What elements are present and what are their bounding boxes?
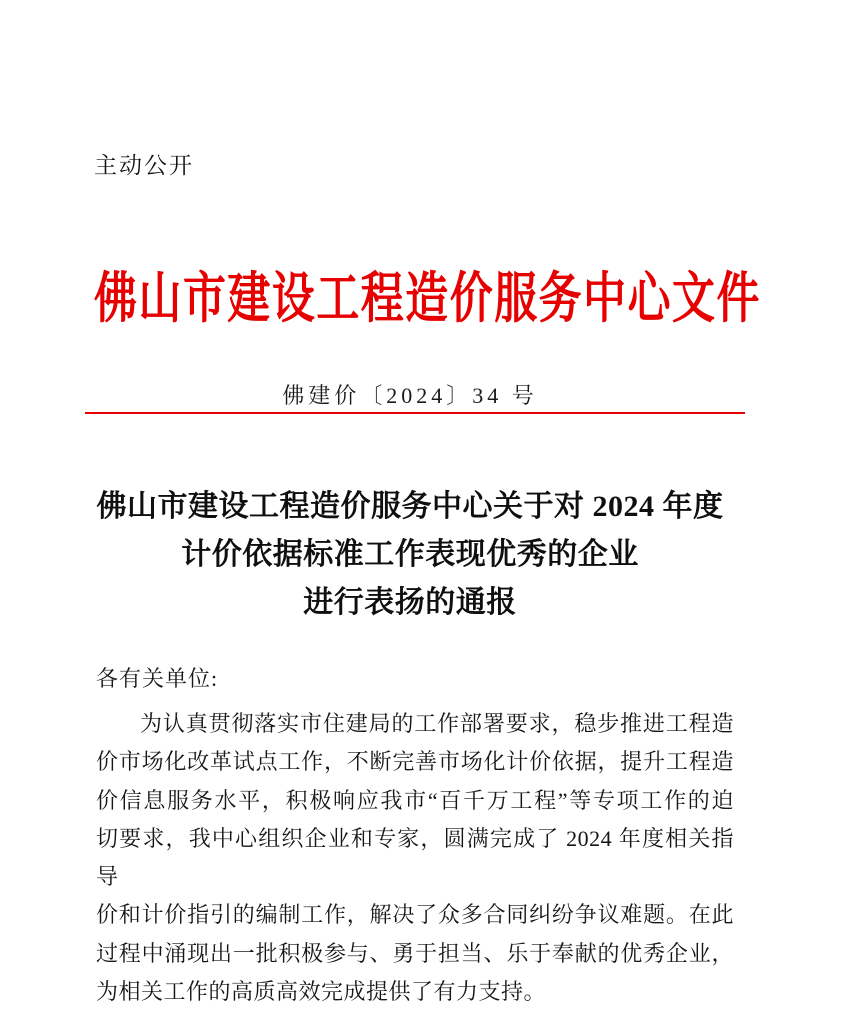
document-title [78, 483, 742, 627]
body-line-1: 为认真贯彻落实市住建局的工作部署要求，稳步推进工程造 [140, 711, 734, 736]
publish-note-label: 主动公开 [94, 152, 194, 178]
red-header-banner [0, 266, 816, 332]
body-line-6: 过程中涌现出一批积极参与、勇于担当、乐于奉献的优秀企业， [96, 940, 734, 966]
body-line-4: 切要求，我中心组织企业和专家，圆满完成了 2024 年度相关指导 [96, 825, 734, 890]
body-line-3: 价信息服务水平，积极响应我市“百千万工程”等专项工作的迫 [96, 787, 734, 813]
body-line-5: 价和计价指引的编制工作，解决了众多合同纠纷争议难题。在此 [96, 902, 734, 928]
document-title-line-1: 佛山市建设工程造价服务中心关于对 2024 年度 [96, 490, 724, 523]
issuing-agency-banner-title: 佛山市建设工程造价服务中心文件 [94, 268, 761, 329]
body-line-2: 价市场化改革试点工作，不断完善市场化计价依据，提升工程造 [96, 749, 734, 775]
red-divider-line [85, 412, 745, 414]
body-paragraph [96, 705, 734, 1011]
document-title-line-2: 计价依据标准工作表现优秀的企业 [181, 538, 639, 571]
salutation-line: 各有关单位: [96, 666, 219, 691]
body-line-7: 为相关工作的高质高效完成提供了有力支持。 [96, 979, 547, 1005]
document-title-line-3: 进行表扬的通报 [303, 586, 517, 619]
document-reference-number: 佛建价〔2024〕34 号 [282, 383, 538, 408]
